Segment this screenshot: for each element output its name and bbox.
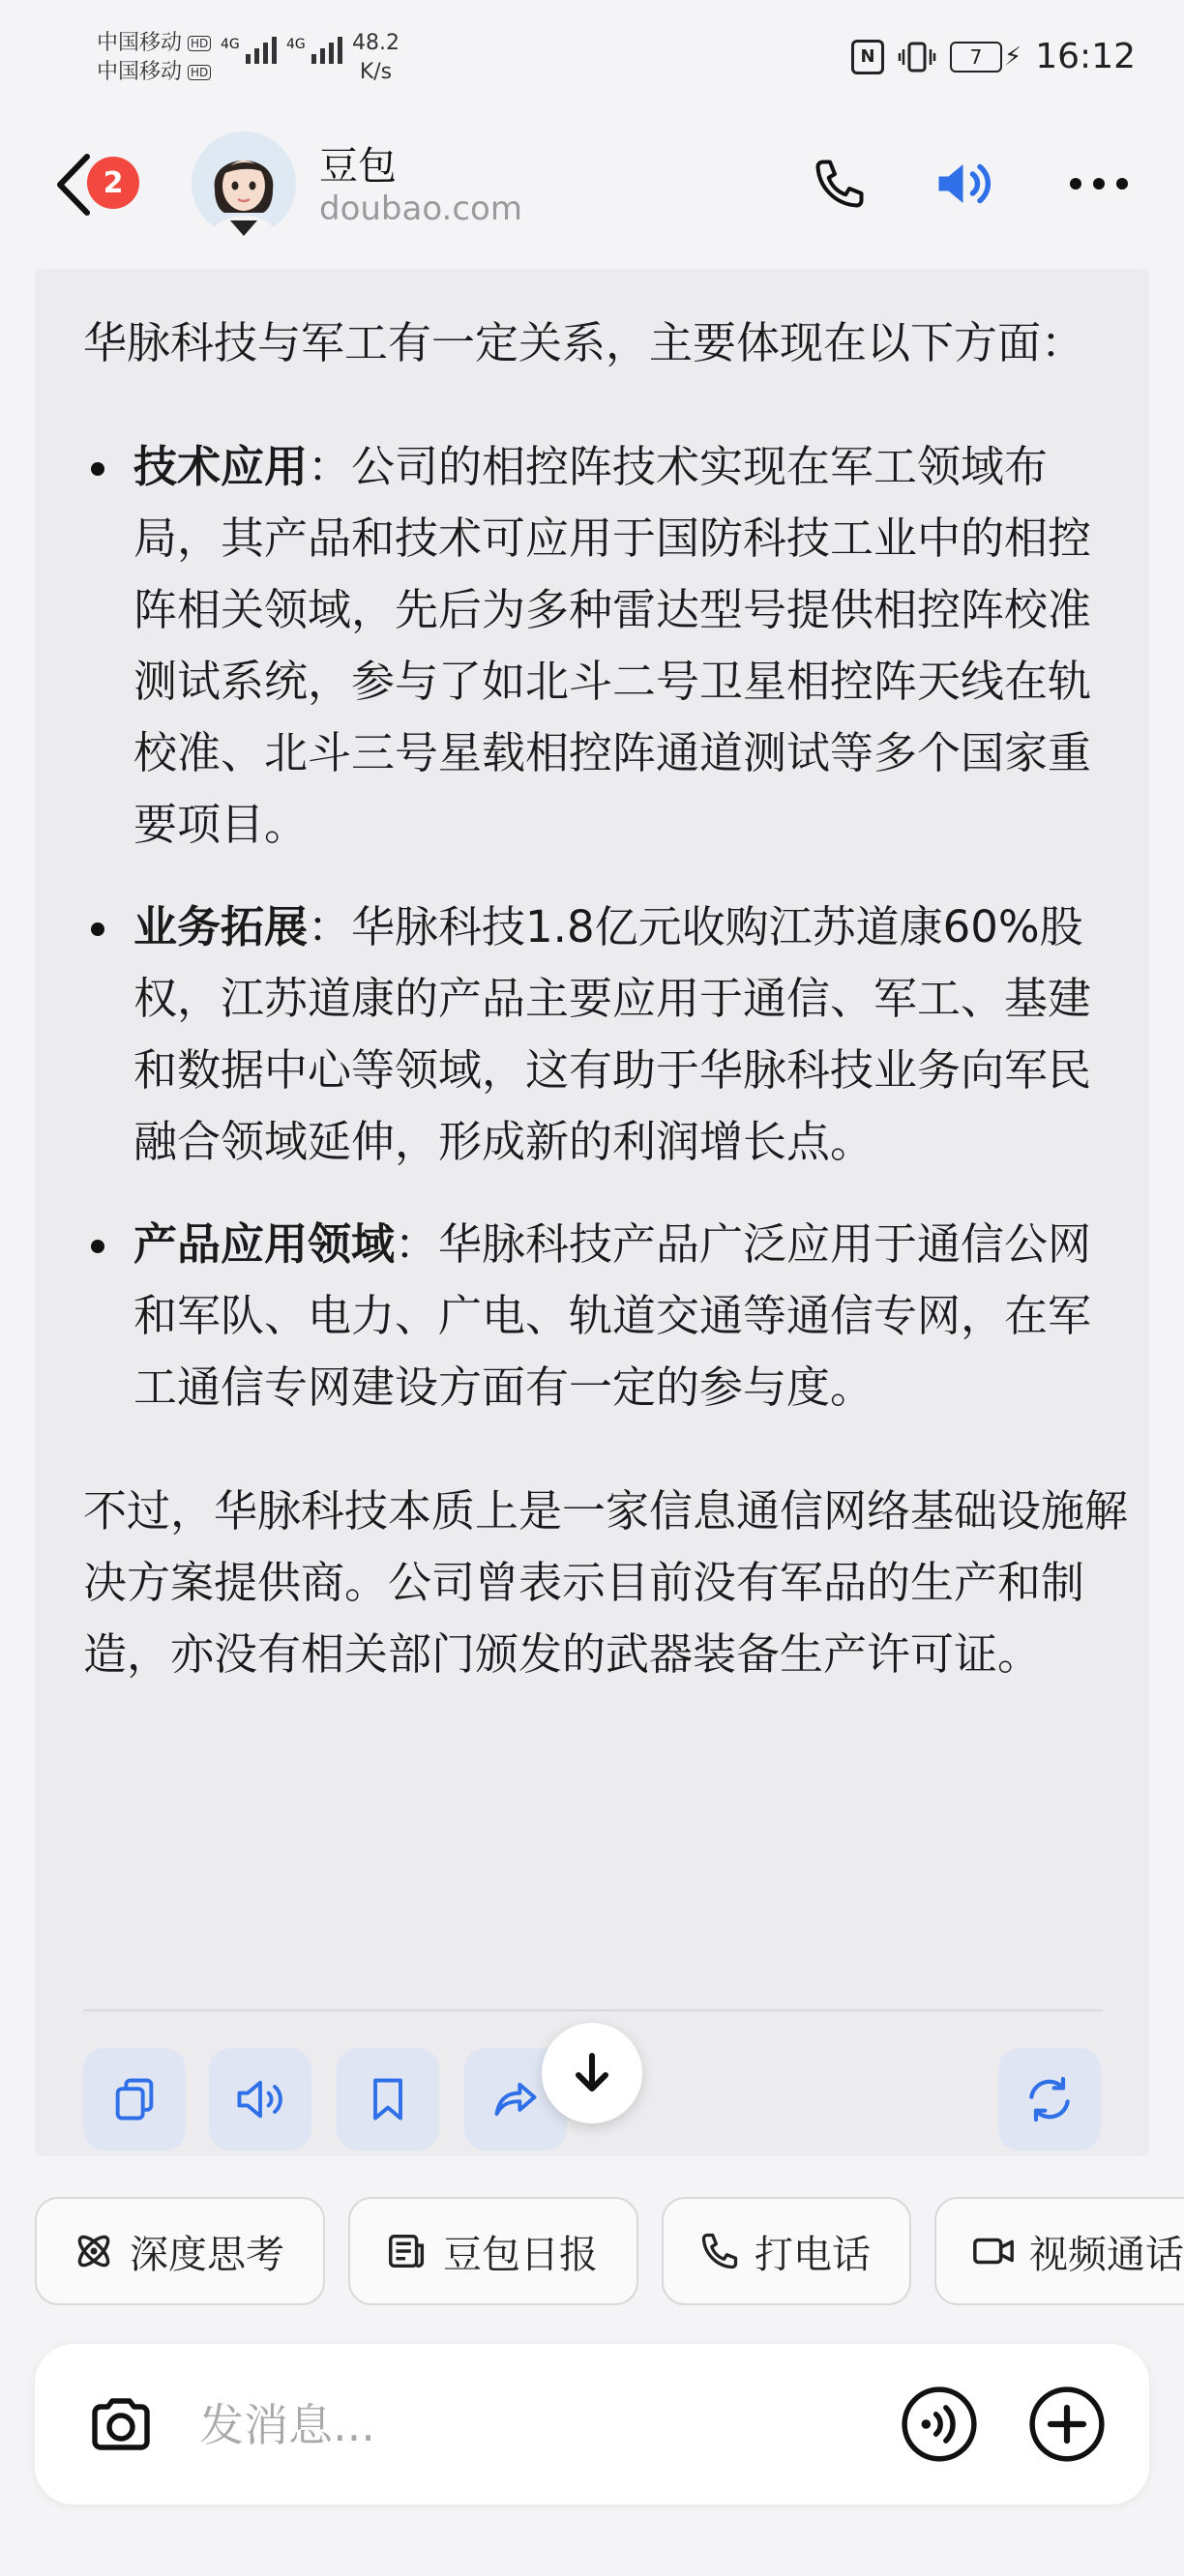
carrier-2: 中国移动	[97, 60, 183, 84]
bookmark-button[interactable]	[337, 2048, 439, 2151]
point-text: ：公司的相控阵技术实现在军工领域布局，其产品和技术可应用于国防科技工业中的相控阵相关领域，先后为多种雷达型号提供相控阵校准测试系统，参与了如北斗二号卫星相控阵天线在轨校准、北斗三号星载相控阵通道测试等多个国家重要项目。	[133, 441, 1092, 850]
point-text: ：华脉科技1.8亿元收购江苏道康60%股权，江苏道康的产品主要应用于通信、军工、基建和数据中心等领域，这有助于华脉科技业务向军民融合领域延伸，形成新的利润增长点。	[133, 901, 1092, 1167]
nfc-icon: N	[851, 40, 884, 74]
message-input-bar	[35, 2344, 1149, 2504]
atom-icon	[72, 2229, 116, 2273]
assistant-message-card	[35, 269, 1149, 2156]
status-right	[851, 37, 1136, 76]
bullet-icon	[91, 462, 104, 476]
voice-input-icon[interactable]	[900, 2385, 979, 2464]
camera-button[interactable]	[77, 2381, 164, 2468]
chip-label: 豆包日报	[443, 2232, 598, 2277]
regenerate-button[interactable]	[998, 2048, 1101, 2151]
clock: 16:12	[1035, 37, 1136, 76]
refresh-icon	[1022, 2072, 1077, 2126]
unread-badge: 2	[87, 157, 139, 209]
chip-deep-thinking[interactable]	[35, 2197, 325, 2305]
message-conclusion: 不过，华脉科技本质上是一家信息通信网络基础设施解决方案提供商。公司曾表示目前没有军品的生产和制造，亦没有相关部门颁发的武器装备生产许可证。	[83, 1485, 1129, 1680]
message-body	[83, 307, 1128, 1690]
hd-badge: HD	[188, 65, 211, 80]
list-item	[83, 431, 1128, 861]
read-aloud-button[interactable]	[209, 2048, 311, 2151]
chip-label: 视频通话	[1029, 2232, 1184, 2277]
carrier-info	[97, 29, 211, 87]
chip-label: 深度思考	[130, 2232, 284, 2277]
chip-phone-call[interactable]	[662, 2197, 911, 2305]
plus-icon[interactable]	[1027, 2385, 1107, 2464]
message-points	[83, 431, 1128, 1423]
more-dots-icon	[1067, 174, 1131, 193]
camera-icon	[86, 2389, 156, 2459]
call-button[interactable]	[801, 145, 878, 222]
point-text: ：华脉科技产品广泛应用于通信公网和军队、电力、广电、轨道交通等通信专网，在军工通信专网建设方面有一定的参与度。	[133, 1218, 1092, 1413]
copy-icon	[109, 2074, 160, 2124]
chat-header	[0, 126, 1184, 242]
signal-icon	[286, 37, 342, 64]
status-bar	[0, 0, 1184, 116]
bullet-icon	[91, 1240, 104, 1253]
network-type: 4G	[286, 37, 306, 52]
newspaper-icon	[385, 2229, 429, 2273]
message-intro: 华脉科技与军工有一定关系，主要体现在以下方面：	[83, 317, 1085, 368]
speaker-icon	[932, 155, 999, 213]
bot-name: 豆包	[319, 144, 397, 189]
speaker-toggle-button[interactable]	[927, 145, 1004, 222]
bot-domain: doubao.com	[319, 190, 522, 228]
phone-icon	[811, 155, 869, 213]
scroll-to-bottom-button[interactable]	[542, 2023, 642, 2123]
battery-level: 7	[950, 42, 1002, 73]
chip-daily-report[interactable]	[348, 2197, 638, 2305]
avatar-image	[192, 132, 296, 236]
battery-icon	[950, 42, 1021, 73]
message-input[interactable]	[197, 2390, 878, 2460]
carrier-1: 中国移动	[97, 31, 183, 55]
list-item	[83, 892, 1128, 1178]
vibrate-icon	[898, 38, 936, 76]
list-item	[83, 1209, 1128, 1423]
arrow-down-icon	[571, 2050, 613, 2096]
hd-badge: HD	[188, 36, 211, 51]
avatar[interactable]	[192, 132, 296, 236]
point-title: 产品应用领域	[133, 1218, 396, 1270]
divider	[83, 2009, 1103, 2011]
copy-button[interactable]	[83, 2048, 186, 2151]
share-arrow-icon	[489, 2074, 542, 2124]
charging-icon: ⚡	[1003, 42, 1022, 72]
signal-icon	[221, 37, 277, 64]
chip-label: 打电话	[755, 2232, 871, 2277]
network-speed: 48.2 K/s	[352, 31, 400, 84]
chip-video-call[interactable]	[934, 2197, 1184, 2305]
bullet-icon	[91, 922, 104, 936]
video-camera-icon	[971, 2229, 1016, 2273]
network-type: 4G	[221, 37, 240, 52]
bookmark-icon	[365, 2074, 411, 2124]
phone-icon	[698, 2230, 741, 2272]
point-title: 业务拓展	[133, 901, 309, 952]
more-button[interactable]	[1060, 145, 1138, 222]
speaker-icon	[233, 2074, 287, 2124]
point-title: 技术应用	[133, 441, 309, 492]
